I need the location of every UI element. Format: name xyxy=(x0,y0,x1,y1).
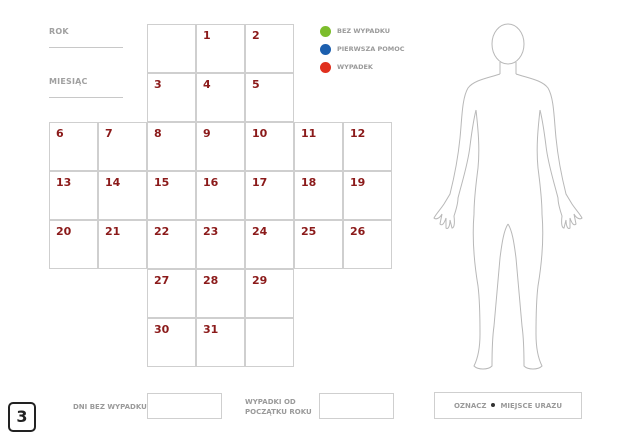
calendar-day-number: 1 xyxy=(203,29,211,42)
accidents-since-year-start-label xyxy=(245,397,312,417)
accidents-since-year-start-field[interactable] xyxy=(319,393,394,419)
year-field[interactable] xyxy=(49,47,123,48)
calendar-day-cell[interactable] xyxy=(343,171,392,220)
human-body-outline-icon[interactable] xyxy=(428,18,588,374)
calendar-day-number: 21 xyxy=(105,225,121,238)
calendar-day-cell[interactable] xyxy=(343,122,392,171)
calendar-day-cell[interactable] xyxy=(343,220,392,269)
calendar-day-cell[interactable] xyxy=(196,220,245,269)
legend-item-first-aid xyxy=(320,44,440,56)
calendar-day-cell[interactable] xyxy=(245,24,294,73)
calendar-day-number: 9 xyxy=(203,127,211,140)
calendar-day-number: 23 xyxy=(203,225,219,238)
blue-dot-icon xyxy=(320,44,331,55)
calendar-day-cell[interactable] xyxy=(245,171,294,220)
calendar-day-cell[interactable] xyxy=(98,122,147,171)
legend-label: WYPADEK xyxy=(337,63,373,71)
calendar-day-cell[interactable] xyxy=(196,122,245,171)
calendar-day-cell[interactable] xyxy=(294,220,343,269)
calendar-day-number: 19 xyxy=(350,176,366,189)
calendar-day-number: 7 xyxy=(105,127,113,140)
calendar-day-cell[interactable] xyxy=(196,24,245,73)
legend-label: PIERWSZA POMOC xyxy=(337,45,405,53)
page-number-badge: 3 xyxy=(8,402,36,432)
calendar-day-cell[interactable] xyxy=(98,171,147,220)
calendar-day-number: 13 xyxy=(56,176,72,189)
calendar-day-number: 28 xyxy=(203,274,219,287)
bullet-icon xyxy=(491,403,495,407)
calendar-day-number: 17 xyxy=(252,176,268,189)
calendar-day-cell[interactable] xyxy=(147,318,196,367)
calendar-day-number: 3 xyxy=(154,78,162,91)
calendar-day-cell[interactable] xyxy=(49,171,98,220)
legend-item-no-accident xyxy=(320,26,440,38)
calendar-day-cell[interactable] xyxy=(147,73,196,122)
calendar-day-number: 29 xyxy=(252,274,268,287)
calendar-day-number: 18 xyxy=(301,176,317,189)
calendar-day-cell[interactable] xyxy=(147,220,196,269)
calendar-day-cell[interactable] xyxy=(245,220,294,269)
mark-injury-location-box xyxy=(434,392,582,419)
red-dot-icon xyxy=(320,62,331,73)
calendar-day-cell[interactable] xyxy=(196,269,245,318)
legend-item-accident xyxy=(320,62,440,74)
calendar-day-number: 8 xyxy=(154,127,162,140)
calendar-day-cell[interactable] xyxy=(147,269,196,318)
calendar-day-number: 15 xyxy=(154,176,170,189)
calendar-day-cell[interactable] xyxy=(196,171,245,220)
calendar-day-number: 31 xyxy=(203,323,219,336)
label-line-2: POCZĄTKU ROKU xyxy=(245,408,312,416)
calendar-empty-cell xyxy=(245,318,294,367)
legend-label: BEZ WYPADKU xyxy=(337,27,391,35)
calendar-day-number: 12 xyxy=(350,127,366,140)
mark-prefix: OZNACZ xyxy=(453,402,487,410)
month-field[interactable] xyxy=(49,97,123,98)
days-without-accident-label: DNI BEZ WYPADKU xyxy=(73,403,147,411)
calendar-day-cell[interactable] xyxy=(294,122,343,171)
calendar-day-cell[interactable] xyxy=(147,122,196,171)
month-label: MIESIĄC xyxy=(49,77,88,86)
calendar-day-number: 11 xyxy=(301,127,317,140)
calendar-day-number: 22 xyxy=(154,225,170,238)
calendar-day-cell[interactable] xyxy=(245,269,294,318)
calendar-day-number: 10 xyxy=(252,127,268,140)
green-dot-icon xyxy=(320,26,331,37)
calendar-day-number: 24 xyxy=(252,225,268,238)
calendar-day-number: 14 xyxy=(105,176,121,189)
calendar-day-cell[interactable] xyxy=(49,220,98,269)
mark-suffix: MIEJSCE URAZU xyxy=(500,402,563,410)
calendar-day-number: 27 xyxy=(154,274,170,287)
calendar-empty-cell xyxy=(147,24,196,73)
calendar-day-cell[interactable] xyxy=(147,171,196,220)
days-without-accident-field[interactable] xyxy=(147,393,222,419)
label-line-1: WYPADKI OD xyxy=(245,398,296,406)
calendar-day-number: 25 xyxy=(301,225,317,238)
mark-injury-location-text xyxy=(435,402,581,410)
calendar-day-cell[interactable] xyxy=(98,220,147,269)
calendar-day-number: 5 xyxy=(252,78,260,91)
calendar-day-number: 2 xyxy=(252,29,260,42)
calendar-day-number: 6 xyxy=(56,127,64,140)
calendar-day-cell[interactable] xyxy=(245,73,294,122)
calendar-day-cell[interactable] xyxy=(245,122,294,171)
year-label: ROK xyxy=(49,27,69,36)
calendar-day-cell[interactable] xyxy=(196,73,245,122)
calendar-day-cell[interactable] xyxy=(196,318,245,367)
calendar-day-number: 20 xyxy=(56,225,72,238)
calendar-day-number: 30 xyxy=(154,323,170,336)
calendar-day-number: 26 xyxy=(350,225,366,238)
calendar-day-cell[interactable] xyxy=(294,171,343,220)
calendar-day-cell[interactable] xyxy=(49,122,98,171)
calendar-day-number: 4 xyxy=(203,78,211,91)
calendar-day-number: 16 xyxy=(203,176,219,189)
